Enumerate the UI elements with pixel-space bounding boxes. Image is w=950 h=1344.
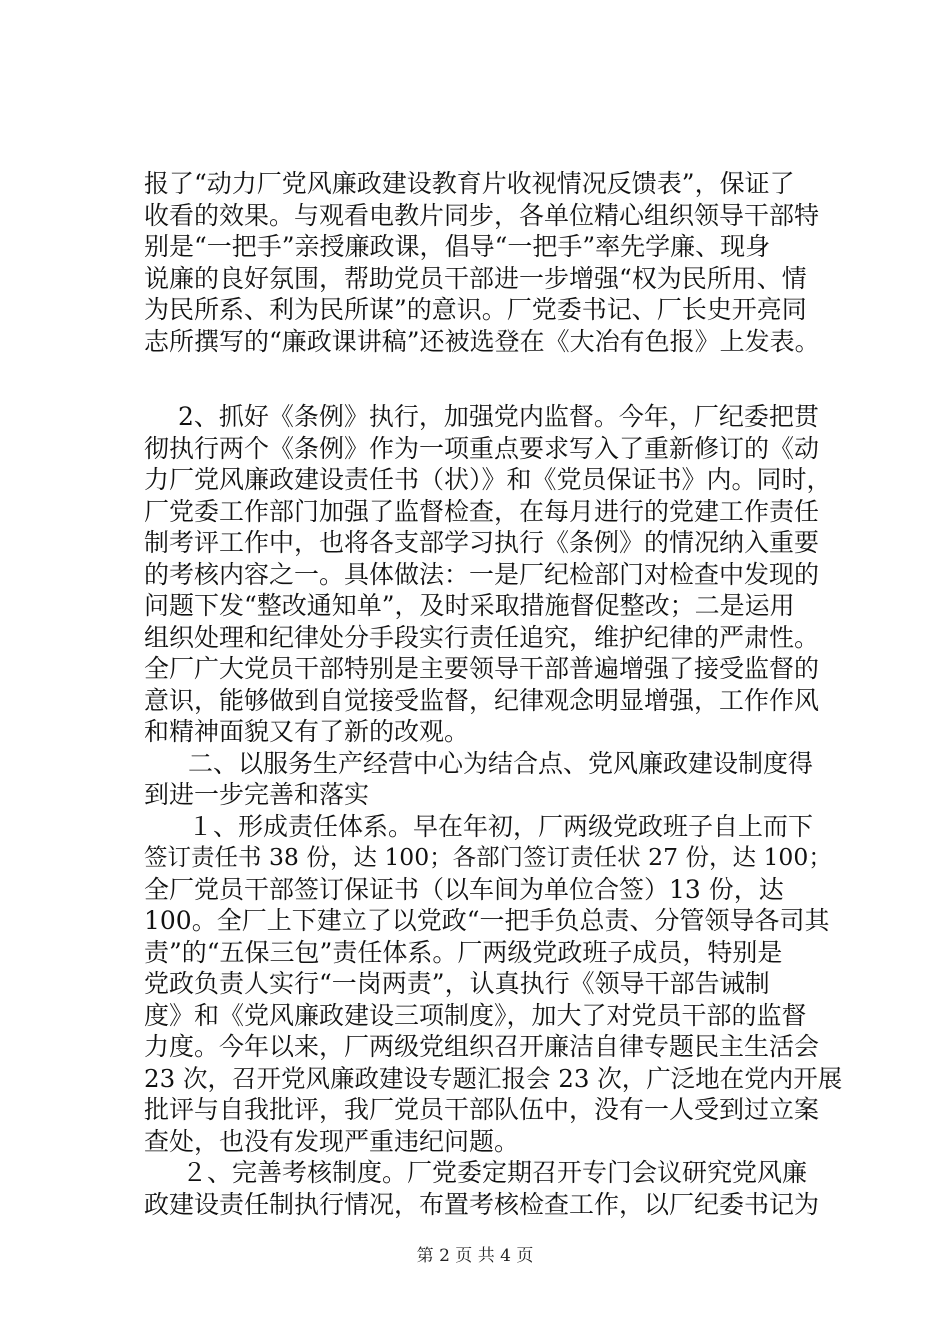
text-line: 彻执行两个《条例》作为一项重点要求写入了重新修订的《动 xyxy=(144,433,820,463)
text-line: 2、抓好《条例》执行，加强党内监督。今年，厂纪委把贯 xyxy=(178,402,819,431)
text-line: 度》和《党风廉政建设三项制度》，加大了对党员干部的监督 xyxy=(144,1000,807,1030)
text-line: 政建设责任制执行情况，布置考核检查工作，以厂纪委书记为 xyxy=(144,1189,820,1219)
text-line: 和精神面貌又有了新的改观。 xyxy=(144,717,470,746)
page-footer xyxy=(0,1245,950,1267)
text-line: 问题下发“整改通知单”，及时采取措施督促整改；二是运用 xyxy=(144,591,795,620)
text-line: 组织处理和纪律处分手段实行责任追究，维护纪律的严肃性。 xyxy=(144,622,820,652)
text-line: 说廉的良好氛围，帮助党员干部进一步增强“权为民所用、情 xyxy=(144,263,807,293)
text-line: 23 次，召开党风廉政建设专题汇报会 23 次，广泛地在党内开展 xyxy=(144,1063,843,1093)
text-line: 责”的“五保三包”责任体系。厂两级党政班子成员，特别是 xyxy=(144,937,783,967)
text-line: 的考核内容之一。具体做法：一是厂纪检部门对检查中发现的 xyxy=(144,559,820,589)
paragraph-regulations xyxy=(144,401,844,748)
text-line: ２、完善考核制度。厂党委定期召开专门会议研究党风廉 xyxy=(182,1158,808,1187)
text-line: 厂党委工作部门加强了监督检查，在每月进行的党建工作责任 xyxy=(144,496,820,526)
text-line: 报了“动力厂党风廉政建设教育片收视情况反馈表”，保证了 xyxy=(144,169,795,198)
section-heading-line: 二、以服务生产经营中心为结合点、党风廉政建设制度得 xyxy=(188,748,814,778)
text-line: 全厂广大党员干部特别是主要领导干部普遍增强了接受监督的 xyxy=(144,654,820,683)
page-number: 第 2 页 共 4 页 xyxy=(416,1246,534,1266)
paragraph-education-film xyxy=(144,168,844,357)
text-line: 力厂党风廉政建设责任书（状）》和《党员保证书》内。同时， xyxy=(144,465,832,494)
text-line: １、形成责任体系。早在年初，厂两级党政班子自上而下 xyxy=(188,811,814,841)
text-line: 签订责任书 38 份，达 100；各部门签订责任状 27 份，达 100； xyxy=(144,843,832,871)
text-line: 志所撰写的“廉政课讲稿”还被选登在《大冶有色报》上发表。 xyxy=(144,326,820,356)
text-line: 别是“一把手”亲授廉政课，倡导“一把手”率先学廉、现身 xyxy=(144,232,771,261)
text-line: 100。全厂上下建立了以党政“一把手负总责、分管领导各司其 xyxy=(144,906,830,935)
text-line: 力度。今年以来，厂两级党组织召开廉洁自律专题民主生活会 xyxy=(144,1032,820,1061)
text-line: 制考评工作中，也将各支部学习执行《条例》的情况纳入重要 xyxy=(144,528,820,557)
section-heading-line: 到进一步完善和落实 xyxy=(144,780,370,809)
section-heading-two xyxy=(144,748,844,811)
text-line: 查处，也没有发现严重违纪问题。 xyxy=(144,1126,520,1156)
paragraph-responsibility-system xyxy=(144,811,844,1158)
document-body xyxy=(144,168,844,1220)
text-line: 党政负责人实行“一岗两责”，认真执行《领导干部告诫制 xyxy=(144,969,770,998)
text-line: 收看的效果。与观看电教片同步，各单位精心组织领导干部特 xyxy=(144,200,820,230)
text-line: 意识，能够做到自觉接受监督，纪律观念明显增强，工作作风 xyxy=(144,685,820,715)
text-line: 为民所系、利为民所谋”的意识。厂党委书记、厂长史开亮同 xyxy=(144,295,807,324)
paragraph-gap xyxy=(144,357,844,401)
text-line: 批评与自我批评，我厂党员干部队伍中，没有一人受到过立案 xyxy=(144,1095,820,1124)
text-line: 全厂党员干部签订保证书（以车间为单位合签）13 份，达 xyxy=(144,874,784,904)
paragraph-assessment-system xyxy=(144,1157,844,1220)
